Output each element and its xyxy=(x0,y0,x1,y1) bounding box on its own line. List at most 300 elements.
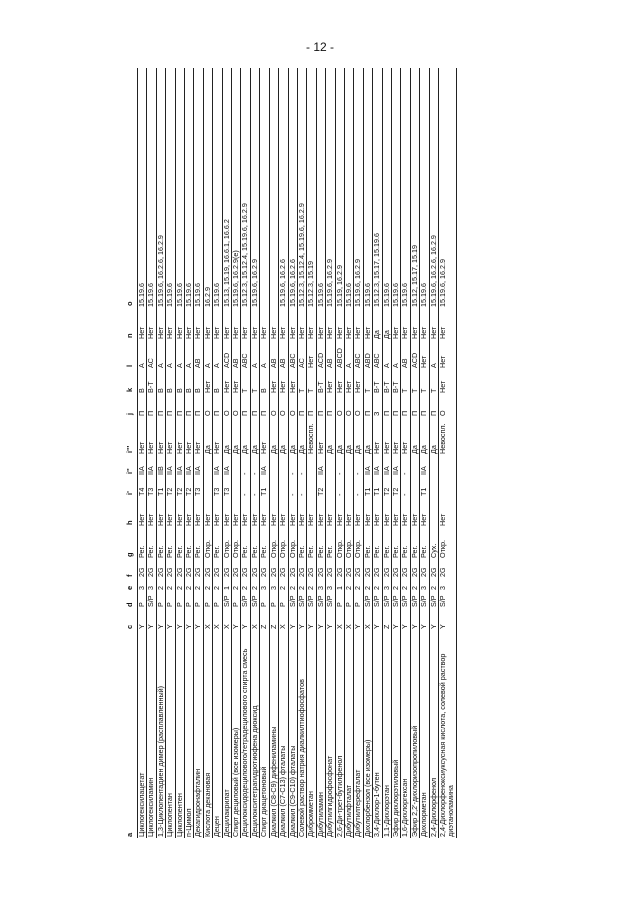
cell-k: Нет xyxy=(231,380,241,393)
cell-h: Нет xyxy=(372,513,382,526)
cell-g: Рег. xyxy=(212,545,222,558)
cell-h: Нет xyxy=(419,513,429,526)
cell-iii: Нет xyxy=(146,441,156,454)
cell-j: О xyxy=(278,410,288,416)
cell-iii: Да xyxy=(296,445,306,454)
cell-k: Нет xyxy=(325,380,335,393)
cell-o: 15.19.6, 16.2.9 xyxy=(353,259,363,307)
cell-f: 2G xyxy=(212,567,222,577)
cell-e: 2 xyxy=(343,586,353,590)
cell-g: Откр. xyxy=(438,539,447,558)
cell-j: О xyxy=(231,410,241,416)
cell-l: А xyxy=(184,363,194,368)
table-row xyxy=(231,68,240,838)
cell-k: Т xyxy=(249,388,259,393)
cell-i: T1 xyxy=(372,487,382,496)
cell-d: S/P xyxy=(146,595,156,607)
cell-n: Нет xyxy=(193,326,203,339)
cell-l: А xyxy=(343,363,353,368)
cell-g: Откр. xyxy=(231,539,241,558)
cell-a: 2,4-Дихлорфенол xyxy=(428,777,438,837)
cell-g: Откр. xyxy=(221,539,231,558)
cell-k: Нет xyxy=(287,380,297,393)
cell-d: P xyxy=(259,602,269,607)
cell-d: P xyxy=(334,602,344,607)
cell-l: Нет xyxy=(438,355,447,368)
cell-c: Y xyxy=(193,624,203,629)
cell-k: Нет xyxy=(278,380,288,393)
cell-l: А xyxy=(381,363,391,368)
cell-f: 2G xyxy=(221,567,231,577)
cell-n: Нет xyxy=(390,326,400,339)
cell-h: Нет xyxy=(334,513,344,526)
cell-o: 15.19.6 xyxy=(165,283,175,307)
table-row xyxy=(269,68,278,838)
cell-n: Нет xyxy=(221,326,231,339)
cell-d: P xyxy=(268,602,278,607)
cell-iii: Да xyxy=(249,445,259,454)
cell-a: Спирт диацетоновый xyxy=(259,766,269,837)
table-row xyxy=(137,68,146,838)
cell-iii: Нет xyxy=(174,441,184,454)
cell-n: Нет xyxy=(325,326,335,339)
cell-i: T2 xyxy=(381,487,391,496)
cell-n: Да xyxy=(372,330,382,339)
cell-i: T3 xyxy=(146,487,156,496)
cell-d: P xyxy=(193,602,203,607)
cell-a: Дибромметан xyxy=(306,791,316,837)
cell-o: 15.19.6 xyxy=(193,283,203,307)
cell-g: Сух. xyxy=(428,543,438,558)
cell-e: 2 xyxy=(202,586,212,590)
cell-l: ABD xyxy=(362,353,372,368)
cell-g: Откр. xyxy=(202,539,212,558)
header-n: n xyxy=(125,333,134,338)
cell-g: Рег. xyxy=(315,545,325,558)
cell-o: 15.12.3, 15.19 xyxy=(306,261,316,307)
cell-l: ABCD xyxy=(334,348,344,368)
cell-o: 15.19.6 xyxy=(381,283,391,307)
table-row xyxy=(335,68,344,838)
cell-j: П xyxy=(400,410,410,416)
header-g: g xyxy=(125,552,134,557)
cell-a: Циклогексилацетат xyxy=(137,772,146,837)
cell-ii: - xyxy=(334,472,344,475)
cell-g: Откр. xyxy=(343,539,353,558)
cell-n: Нет xyxy=(438,326,447,339)
cell-g: Откр. xyxy=(268,539,278,558)
cell-k: Нет xyxy=(353,380,363,393)
cell-k: Нет xyxy=(438,380,447,393)
cell-a: Децилоксидодецилового/тетрадецилового спирта смесь xyxy=(240,648,250,837)
cell-g: Рег. xyxy=(193,545,203,558)
cell-l: Нет xyxy=(419,355,429,368)
cell-n: Нет xyxy=(174,326,184,339)
cell-e: 2 xyxy=(193,586,203,590)
cell-a: Эфир 2,2'-дихлоризопропиловый xyxy=(409,725,419,837)
cell-k: В xyxy=(184,388,194,393)
cell-d: S/P xyxy=(249,595,259,607)
cell-iii: Да xyxy=(428,445,438,454)
cell-c: Z xyxy=(259,624,269,629)
cell-d: S/P xyxy=(409,595,419,607)
cell-c: X xyxy=(362,624,372,629)
cell-e: 2 xyxy=(306,586,316,590)
cell-d: S/P xyxy=(240,595,250,607)
cell-e: 3 xyxy=(325,586,335,590)
table-row xyxy=(278,68,287,838)
cell-iii: Нет xyxy=(155,441,165,454)
cell-d: S/P xyxy=(381,595,391,607)
cell-f: 2G xyxy=(428,567,438,577)
cell-l: АВС xyxy=(372,353,382,368)
cell-o: 15.13, 15.19, 16.6.1, 16.6.2 xyxy=(221,219,231,307)
cell-k: Т xyxy=(296,388,306,393)
cell-ii: IIA xyxy=(137,466,146,475)
cell-h: Нет xyxy=(362,513,372,526)
cell-iii: Да xyxy=(231,445,241,454)
cell-h: Нет xyxy=(409,513,419,526)
cell-i: T3 xyxy=(193,487,203,496)
cell-o: 15.19.6 xyxy=(390,283,400,307)
cell-f: 2G xyxy=(184,567,194,577)
cell-o: 15.12.3, 15.17, 15.19.6 xyxy=(372,233,382,307)
cell-a: 1,3-Циклопентадиен димер (расплавленный) xyxy=(155,685,165,837)
cell-c: Y xyxy=(419,624,429,629)
cell-o: 15.19.6, 16.2.6 xyxy=(278,259,288,307)
cell-d: S/P xyxy=(221,595,231,607)
cell-iii: Да xyxy=(287,445,297,454)
cell-i: - xyxy=(249,493,259,496)
cell-l: ACD xyxy=(409,352,419,368)
cell-l: АВ xyxy=(278,358,288,368)
header-c: c xyxy=(125,624,134,629)
cell-k: В-Т xyxy=(381,381,391,393)
table-row xyxy=(250,68,259,838)
cell-ii: IIA xyxy=(381,466,391,475)
cell-d: P xyxy=(155,602,165,607)
cell-c: Y xyxy=(400,624,410,629)
cell-h: Нет xyxy=(287,513,297,526)
cell-n: Нет xyxy=(278,326,288,339)
cell-h: Нет xyxy=(325,513,335,526)
cell-g: Рег. xyxy=(296,545,306,558)
cell-e: 3 xyxy=(268,586,278,590)
cell-l: АВС xyxy=(287,353,297,368)
cell-i: T3 xyxy=(221,487,231,496)
cell-h: Нет xyxy=(353,513,363,526)
cell-d: S/P xyxy=(362,595,372,607)
table-row xyxy=(222,68,231,838)
cell-iii: Да xyxy=(343,445,353,454)
cell-k: В xyxy=(259,388,269,393)
cell-o: 15.12.3, 15.12.4, 15.19.6, 16.2.9 xyxy=(296,203,306,307)
cell-k: Т xyxy=(240,388,250,393)
cell-iii: Да xyxy=(268,445,278,454)
cell-ii: - xyxy=(287,472,297,475)
cell-o: 15.19.6 xyxy=(137,283,146,307)
table-row xyxy=(297,68,306,838)
cell-ii: - xyxy=(296,472,306,475)
cell-g: Рег. xyxy=(137,545,146,558)
cell-f: 2G xyxy=(325,567,335,577)
cell-iii: Да xyxy=(409,445,419,454)
cell-a: Дибутилтерефталат xyxy=(353,769,363,837)
cell-n: Нет xyxy=(231,326,241,339)
cell-d: S/P xyxy=(372,595,382,607)
cell-k: Нет xyxy=(268,380,278,393)
cell-n: Нет xyxy=(249,326,259,339)
table-row xyxy=(146,68,155,838)
header-d: d xyxy=(125,602,134,607)
cell-g: Рег. xyxy=(174,545,184,558)
cell-j: П xyxy=(409,410,419,416)
cell-c: X xyxy=(343,624,353,629)
cell-iii: Да xyxy=(419,445,429,454)
table-row xyxy=(288,68,297,838)
cell-j: П xyxy=(212,410,222,416)
cell-l: А xyxy=(155,363,165,368)
cell-f: 2G xyxy=(362,567,372,577)
cell-e: 2 xyxy=(184,586,194,590)
table-row xyxy=(438,68,457,838)
cell-j: О xyxy=(268,410,278,416)
cell-n: Нет xyxy=(353,326,363,339)
cell-g: Рег. xyxy=(325,545,335,558)
cell-h: Нет xyxy=(202,513,212,526)
table-row xyxy=(165,68,174,838)
cell-j: П xyxy=(146,410,156,416)
cell-iii: Нет xyxy=(390,441,400,454)
cell-o: 15.19.6 xyxy=(400,283,410,307)
cell-l: А xyxy=(390,363,400,368)
table-row xyxy=(212,68,221,838)
cell-g: Рег. xyxy=(165,545,175,558)
cell-ii: IIA xyxy=(315,466,325,475)
cell-k: В-Т xyxy=(315,381,325,393)
cell-k: В-Т xyxy=(390,381,400,393)
cell-i: - xyxy=(296,493,306,496)
cell-c: Y xyxy=(315,624,325,629)
cell-j: О xyxy=(438,410,447,416)
cell-k: В xyxy=(174,388,184,393)
cell-h: Нет xyxy=(390,513,400,526)
cell-n: Нет xyxy=(240,326,250,339)
cell-j: П xyxy=(390,410,400,416)
cell-c: Y xyxy=(174,624,184,629)
cell-d: P xyxy=(231,602,241,607)
cell-e: 3 xyxy=(315,586,325,590)
cell-c: Y xyxy=(287,624,297,629)
cell-f: 2G xyxy=(278,567,288,577)
cell-n: Нет xyxy=(184,326,194,339)
cell-h: Нет xyxy=(315,513,325,526)
cell-f: 2G xyxy=(268,567,278,577)
cell-o: 15.19.6, 16.2.6, 16.2.9 xyxy=(155,235,165,307)
cell-j: О xyxy=(334,410,344,416)
cell-n: Нет xyxy=(287,326,297,339)
cell-a: Дибутиламин xyxy=(315,792,325,837)
cell-iii: Нет xyxy=(193,441,203,454)
cell-e: 2 xyxy=(155,586,165,590)
cell-o: 15.19.6 xyxy=(343,283,353,307)
cell-o: 15.19, 16.2.9 xyxy=(334,265,344,307)
cell-a: Эфир дихлорэтиловый xyxy=(390,759,400,837)
cell-o: 15.12.3, 15.12.4, 15.19.6, 16.2.9 xyxy=(240,203,250,307)
table-row xyxy=(372,68,381,838)
cell-h: Нет xyxy=(184,513,194,526)
cell-o: 15.19.6, 16.2.6, 16.2.9 xyxy=(428,235,438,307)
cell-l: А xyxy=(202,363,212,368)
cell-f: 2G xyxy=(438,567,447,577)
cell-iii: Да xyxy=(334,445,344,454)
cell-e: 2 xyxy=(165,586,175,590)
cell-n: Нет xyxy=(212,326,222,339)
cell-i: - xyxy=(240,493,250,496)
table-header xyxy=(125,68,135,838)
cell-h: Нет xyxy=(165,513,175,526)
table-row xyxy=(240,68,249,838)
cell-d: S/P xyxy=(390,595,400,607)
cell-n: Нет xyxy=(146,326,156,339)
cell-o: 15.19.6 xyxy=(174,283,184,307)
cell-k: Т xyxy=(409,388,419,393)
cell-k: В xyxy=(212,388,222,393)
cell-a: Спирт дециловый (все изомеры) xyxy=(231,727,241,837)
cell-g: Откр. xyxy=(334,539,344,558)
header-ii: i'' xyxy=(125,468,134,474)
cell-j: П xyxy=(419,410,429,416)
cell-f: 2G xyxy=(174,567,184,577)
cell-k: Т xyxy=(428,388,438,393)
cell-n: Нет xyxy=(419,326,429,339)
cell-iii: Нет xyxy=(315,441,325,454)
cell-e: 2 xyxy=(409,586,419,590)
cell-i: - xyxy=(400,493,410,496)
cell-n: Нет xyxy=(428,326,438,339)
cell-l: А xyxy=(428,363,438,368)
cell-f: 2G xyxy=(381,567,391,577)
cell-h: Нет xyxy=(400,513,410,526)
cell-l: А xyxy=(137,363,146,368)
cell-iii: Да xyxy=(353,445,363,454)
cell-j: О xyxy=(221,410,231,416)
cell-l: АВ xyxy=(325,358,335,368)
cell-f: 2G xyxy=(315,567,325,577)
cell-o: 15.19.6, 16.2.6 xyxy=(287,259,297,307)
cell-j: П xyxy=(165,410,175,416)
cell-c: Y xyxy=(137,624,146,629)
cell-g: Рег. xyxy=(381,545,391,558)
cell-f: 2G xyxy=(137,567,146,577)
cell-f: 2G xyxy=(193,567,203,577)
cell-h: Нет xyxy=(193,513,203,526)
cell-d: S/P xyxy=(287,595,297,607)
cell-j: П xyxy=(174,410,184,416)
cell-h: Нет xyxy=(212,513,222,526)
cell-f: 2G xyxy=(390,567,400,577)
cell-c: Y xyxy=(296,624,306,629)
cell-g: Рег. xyxy=(155,545,165,558)
cell-l: АВ xyxy=(231,358,241,368)
cell-l: А xyxy=(165,363,175,368)
cell-g: Рег. xyxy=(390,545,400,558)
header-j: j xyxy=(125,412,134,415)
cell-k: В xyxy=(155,388,165,393)
header-f: f xyxy=(125,574,134,577)
cell-c: Y xyxy=(372,624,382,629)
table-row xyxy=(306,68,315,838)
cell-d: P xyxy=(165,602,175,607)
cell-iii: Нет xyxy=(165,441,175,454)
cell-e: 2 xyxy=(353,586,363,590)
cell-iii: Нет xyxy=(381,441,391,454)
cell-j: П xyxy=(362,410,372,416)
cell-ii: - xyxy=(240,472,250,475)
cell-k: В xyxy=(193,388,203,393)
cell-c: Y xyxy=(409,624,419,629)
cell-j: П xyxy=(193,410,203,416)
cell-iii: Да xyxy=(221,445,231,454)
cell-j: П xyxy=(184,410,194,416)
table-row xyxy=(429,68,438,838)
cell-h: Нет xyxy=(343,513,353,526)
cell-g: Рег. xyxy=(372,545,382,558)
cell-e: 2 xyxy=(231,586,241,590)
cell-j: П xyxy=(137,410,146,416)
cell-d: P xyxy=(353,602,363,607)
cell-iii: Нет xyxy=(372,441,382,454)
cell-h: Нет xyxy=(231,513,241,526)
cell-e: 3 xyxy=(137,586,146,590)
cell-c: Z xyxy=(268,624,278,629)
cell-e: 3 xyxy=(259,586,269,590)
cell-iii: Нет xyxy=(400,441,410,454)
cell-e: 2 xyxy=(400,586,410,590)
cell-iii: Нет xyxy=(259,441,269,454)
cell-j: П xyxy=(325,410,335,416)
cell-d: S/P xyxy=(306,595,316,607)
cell-k: Нет xyxy=(202,380,212,393)
cell-e: 2 xyxy=(212,586,222,590)
cell-c: X xyxy=(212,624,222,629)
cell-i: T2 xyxy=(174,487,184,496)
cell-ii: IIA xyxy=(390,466,400,475)
header-iii: i''' xyxy=(125,445,134,453)
cell-o: 15.12, 15.17, 15.19 xyxy=(409,245,419,307)
cell-n: Нет xyxy=(362,326,372,339)
table-row xyxy=(382,68,391,838)
cell-n: Нет xyxy=(296,326,306,339)
cell-c: Y xyxy=(146,624,156,629)
table-row xyxy=(353,68,362,838)
cell-a: 3,4-Дихлор-1-бутен xyxy=(372,772,382,837)
cell-o: 15.19.6 xyxy=(212,283,222,307)
cell-d: P xyxy=(278,602,288,607)
cell-d: P xyxy=(137,602,146,607)
cell-e: 2 xyxy=(249,586,259,590)
cell-f: 2G xyxy=(231,567,241,577)
cell-d: P xyxy=(174,602,184,607)
cell-c: Y xyxy=(165,624,175,629)
cell-c: Z xyxy=(381,624,391,629)
cell-f: 2G xyxy=(240,567,250,577)
header-h: h xyxy=(125,520,134,525)
cell-ii: IIA xyxy=(184,466,194,475)
cell-k: Нет xyxy=(334,380,344,393)
cell-n: Нет xyxy=(334,326,344,339)
cell-f: 2G xyxy=(306,567,316,577)
